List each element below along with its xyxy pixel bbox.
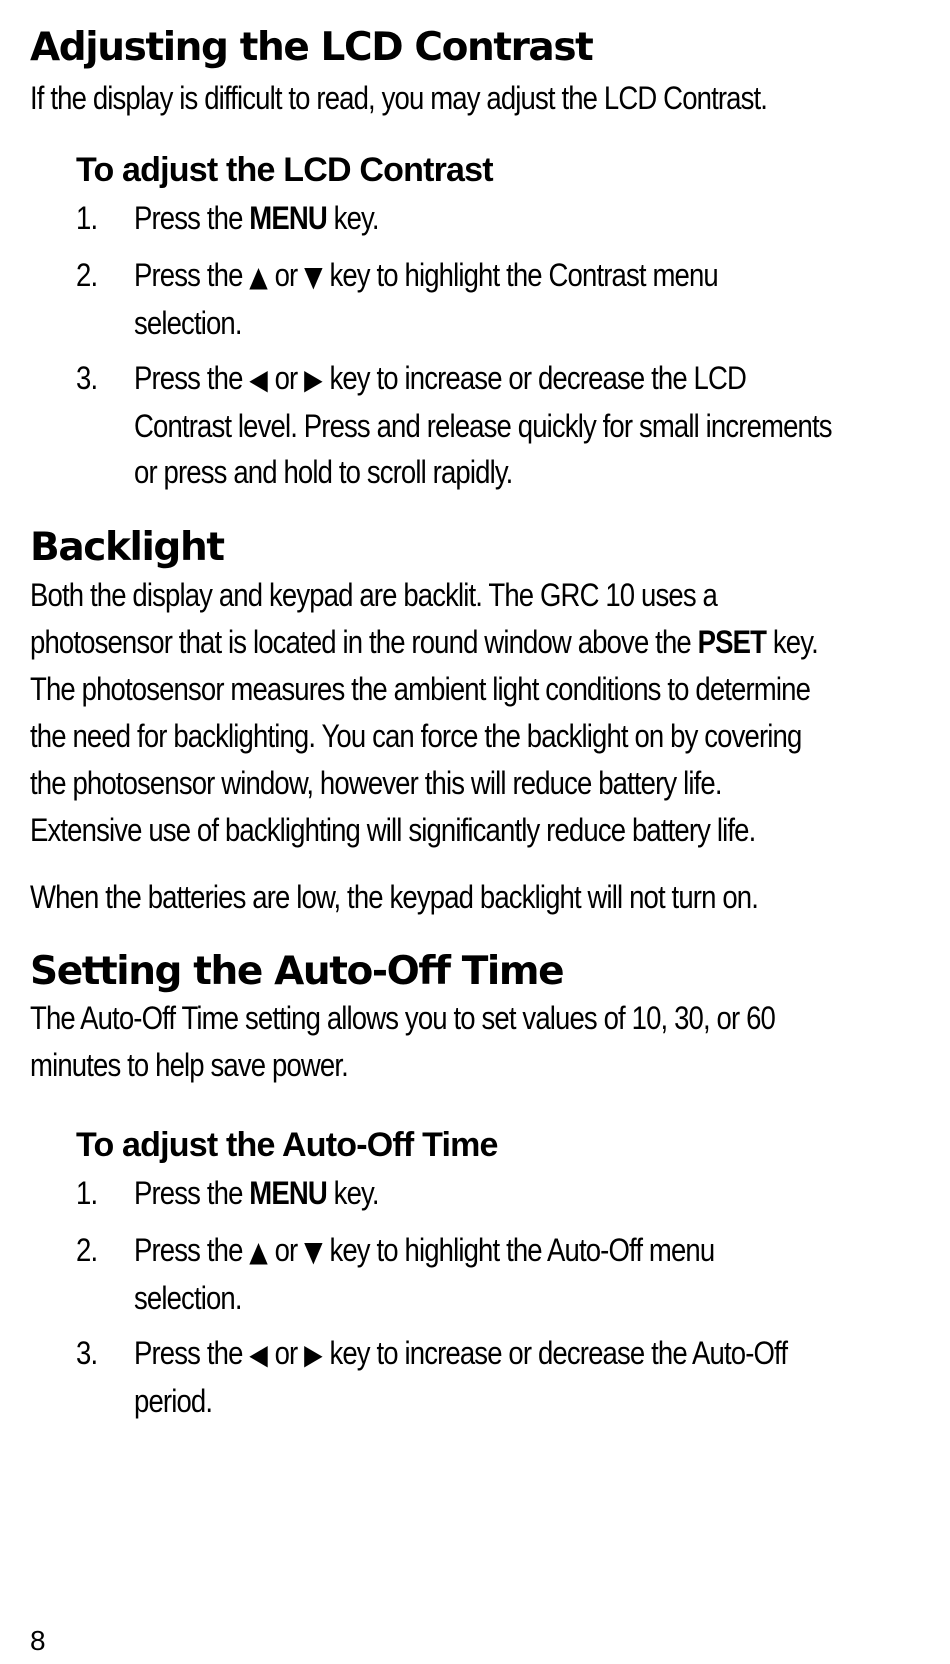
step-text-prefix: Press the [134, 1335, 250, 1371]
step-line: or press and hold to scroll rapidly. [134, 454, 513, 490]
procedure-title-auto-off: To adjust the Auto-Off Time [76, 1126, 498, 1164]
step-line: selection. [134, 1280, 242, 1316]
step-text [134, 1170, 379, 1216]
step-line: selection. [134, 305, 242, 341]
step-text-rest: key to highlight the Contrast menu [322, 257, 718, 293]
pset-key-label: PSET [697, 624, 767, 660]
up-arrow-icon: ▲ [249, 260, 268, 293]
step-text-or: or [267, 257, 305, 293]
step-text-prefix: Press the [134, 1175, 250, 1211]
step-text-prefix: Press the [134, 257, 250, 293]
step-text-rest: key to increase or decrease the Auto-Off [322, 1335, 788, 1371]
down-arrow-icon: ▼ [304, 1235, 323, 1268]
step-text-or: or [267, 360, 305, 396]
step-line [134, 355, 832, 403]
left-arrow-icon: ◀ [249, 363, 268, 396]
paragraph-line: The photosensor measures the ambient light conditions to determine [30, 671, 811, 707]
menu-key-label: MENU [249, 200, 327, 236]
right-arrow-icon: ▶ [304, 363, 323, 396]
step-text-prefix: Press the [134, 1232, 250, 1268]
step-text-suffix: key. [326, 1175, 379, 1211]
paragraph-line: the need for backlighting. You can force the backlight on by covering [30, 718, 802, 754]
step-number: 3. [76, 1335, 98, 1371]
step-text-or: or [267, 1335, 305, 1371]
step-text [134, 355, 832, 495]
step-text [134, 252, 718, 346]
step-text-prefix: Press the [134, 200, 250, 236]
section-heading-backlight: Backlight [30, 525, 224, 570]
step-text [134, 1227, 714, 1321]
right-arrow-icon: ▶ [304, 1338, 323, 1371]
auto-off-intro [30, 995, 775, 1089]
paragraph-line: Extensive use of backlighting will significantly reduce battery life. [30, 812, 756, 848]
step-text [134, 1330, 787, 1424]
step-text-or: or [267, 1232, 305, 1268]
backlight-paragraph-2: When the batteries are low, the keypad backlight will not turn on. [30, 879, 759, 915]
step-text-rest: key to highlight the Auto-Off menu [322, 1232, 715, 1268]
left-arrow-icon: ◀ [249, 1338, 268, 1371]
procedure-title-lcd-contrast: To adjust the LCD Contrast [76, 151, 493, 189]
paragraph-line: the photosensor window, however this will reduce battery life. [30, 765, 722, 801]
step-text [134, 195, 379, 241]
down-arrow-icon: ▼ [304, 260, 323, 293]
step-line: period. [134, 1383, 213, 1419]
section-heading-auto-off: Setting the Auto-Off Time [30, 949, 564, 994]
step-line [134, 1330, 787, 1378]
paragraph-line: minutes to help save power. [30, 1047, 348, 1083]
paragraph-text: photosensor that is located in the round window above the [30, 624, 698, 660]
paragraph-line: The Auto-Off Time setting allows you to set values of 10, 30, or 60 [30, 1000, 775, 1036]
menu-key-label: MENU [249, 1175, 327, 1211]
section-heading-lcd-contrast: Adjusting the LCD Contrast [30, 25, 593, 70]
paragraph-line [30, 619, 818, 666]
step-number: 1. [76, 1175, 98, 1211]
step-number: 2. [76, 1232, 98, 1268]
step-text-suffix: key. [326, 200, 379, 236]
step-text-rest: key to increase or decrease the LCD [322, 360, 747, 396]
page-number: 8 [30, 1625, 46, 1656]
up-arrow-icon: ▲ [249, 1235, 268, 1268]
step-line: Contrast level. Press and release quickly for small increments [134, 408, 832, 444]
step-line [134, 252, 718, 300]
paragraph-text: key. [766, 624, 818, 660]
step-number: 3. [76, 360, 98, 396]
step-number: 2. [76, 257, 98, 293]
step-text-prefix: Press the [134, 360, 250, 396]
lcd-contrast-intro: If the display is difficult to read, you may adjust the LCD Contrast. [30, 80, 768, 116]
step-number: 1. [76, 200, 98, 236]
paragraph-line: Both the display and keypad are backlit. The GRC 10 uses a [30, 577, 717, 613]
step-line [134, 1227, 714, 1275]
backlight-paragraph-1 [30, 572, 818, 854]
